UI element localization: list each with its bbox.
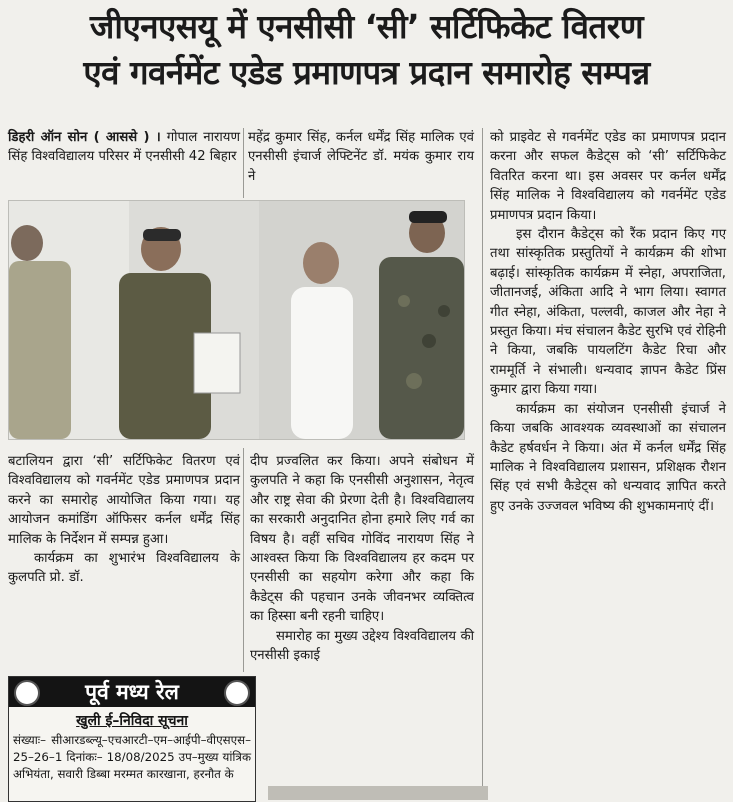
- next-article-edge: [268, 786, 488, 800]
- ad-header-text: पूर्व मध्य रेल: [85, 680, 179, 704]
- dateline: डिहरी ऑन सोन ( आससे ) ।: [8, 130, 161, 145]
- railway-emblem-icon: [14, 680, 40, 706]
- article-paragraph: समारोह का मुख्य उद्देश्य विश्वविद्यालय की एनसीसी इकाई: [250, 628, 474, 664]
- article-text: गोपाल नारायण सिंह विश्वविद्यालय परिसर में एनसीसी 42 बिहार: [8, 130, 240, 165]
- headline-line-1: जीएनएसयू में एनसीसी ‘सी’ सर्टिफिकेट वितरण: [89, 7, 644, 46]
- column-2-bottom: [250, 452, 474, 665]
- tender-body: संख्याः– सीआरडब्ल्यू–एचआरटी–एम–आईपी–वीएसएस–25–26–1 दिनांकः– 18/08/2025 उप–मुख्य यांत्रिक अभियंता, सवारी डिब्बा मरम्मत कारखाना, हरनौत के: [13, 733, 251, 781]
- column-rule: [243, 448, 244, 672]
- headline-line-2: एवं गवर्नमेंट एडेड प्रमाणपत्र प्रदान समारोह सम्पन्न: [83, 53, 650, 92]
- tender-title: खुली ई–निविदा सूचना: [76, 713, 188, 729]
- column-1-bottom: [8, 452, 240, 588]
- headline: [6, 4, 727, 96]
- column-rule: [243, 128, 244, 198]
- article-paragraph: कार्यक्रम का संयोजन एनसीसी इंचार्ज ने किया जबकि आवश्यक व्यवस्थाओं का संचालन कैडेट हर्षवर्धन ने किया। अंत में कर्नल धर्मेंद्र सिंह मालिक ने विश्वविद्यालय प्रशासन, प्रशिक्षक रौशन सिंह एवं सभी कैडेट्स को धन्यवाद ज्ञापित करते हुए उनके उज्जवल भविष्य की शुभकामनाएं दीं।: [490, 401, 726, 514]
- column-2-top: [248, 128, 474, 186]
- tender-advertisement: [8, 676, 256, 802]
- column-3: [490, 128, 726, 516]
- railway-emblem-icon: [224, 680, 250, 706]
- article-paragraph: को प्राइवेट से गवर्नमेंट एडेड का प्रमाणपत्र प्रदान करना और सफल कैडेट्स को ‘सी’ सर्टिफिकेट वितरित करना था। इस अवसर पर कर्नल धर्मेंद्र सिंह मालिक ने विश्वविद्यालय को गवर्नमेंट एडेड प्रमाणपत्र प्रदान किया।: [490, 130, 726, 223]
- ad-header: [9, 677, 255, 707]
- article-paragraph: दीप प्रज्वलित कर किया। अपने संबोधन में कुलपति ने कहा कि एनसीसी अनुशासन, नेतृत्व और राष्ट्र सेवा की प्रेरणा देती है। विश्वविद्यालय का सरकारी अनुदानित होना हमारे लिए गर्व का विषय है। वहीं सचिव गोविंद नारायण सिंह ने आश्वस्त किया कि विश्वविद्यालय हर कदम पर एनसीसी का सहयोग करेगा और कहा कि कैडेट्स की पहचान उनके जीवनभर व्यक्तित्व का हिस्सा बनी रहनी चाहिए।: [250, 454, 474, 625]
- article-paragraph: बटालियन द्वारा ‘सी’ सर्टिफिकेट वितरण एवं विश्वविद्यालय को गवर्नमेंट एडेड प्रमाणपत्र प्रदान करने का समारोह आयोजित किया गया। यह आयोजन कमांडिंग ऑफिसर कर्नल धर्मेंद्र सिंह मालिक के निर्देशन में सम्पन्न हुआ।: [8, 454, 240, 547]
- article-paragraph: इस दौरान कैडेट्स को रैंक प्रदान किए गए तथा सांस्कृतिक प्रस्तुतियों ने कार्यक्रम की शोभा बढ़ाई। सांस्कृतिक कार्यक्रम में स्नेहा, अपराजिता, जीतानजई, अंकिता आदि ने भाग लिया। स्वागत गीत स्नेहा, अंकिता, पल्लवी, काजल और नेहा ने प्रस्तुत किया। मंच संचालन कैडेट सुरभि एवं रोहिनी ने किया, जबकि पायलटिंग कैडेट रिचा और राममूर्ति ने संभाली। धन्यवाद ज्ञापन कैडेट प्रिंस कुमार द्वारा किया गया।: [490, 227, 726, 398]
- column-1-top: [8, 128, 240, 167]
- article-text: महेंद्र कुमार सिंह, कर्नल धर्मेंद्र सिंह मालिक एवं एनसीसी इंचार्ज लेफ्टिनेंट डॉ. मयंक कुमार राय ने: [248, 130, 474, 184]
- column-rule: [482, 128, 483, 800]
- article-paragraph: कार्यक्रम का शुभारंभ विश्वविद्यालय के कुलपति प्रो. डॉ.: [8, 551, 240, 586]
- news-photo: [8, 200, 465, 440]
